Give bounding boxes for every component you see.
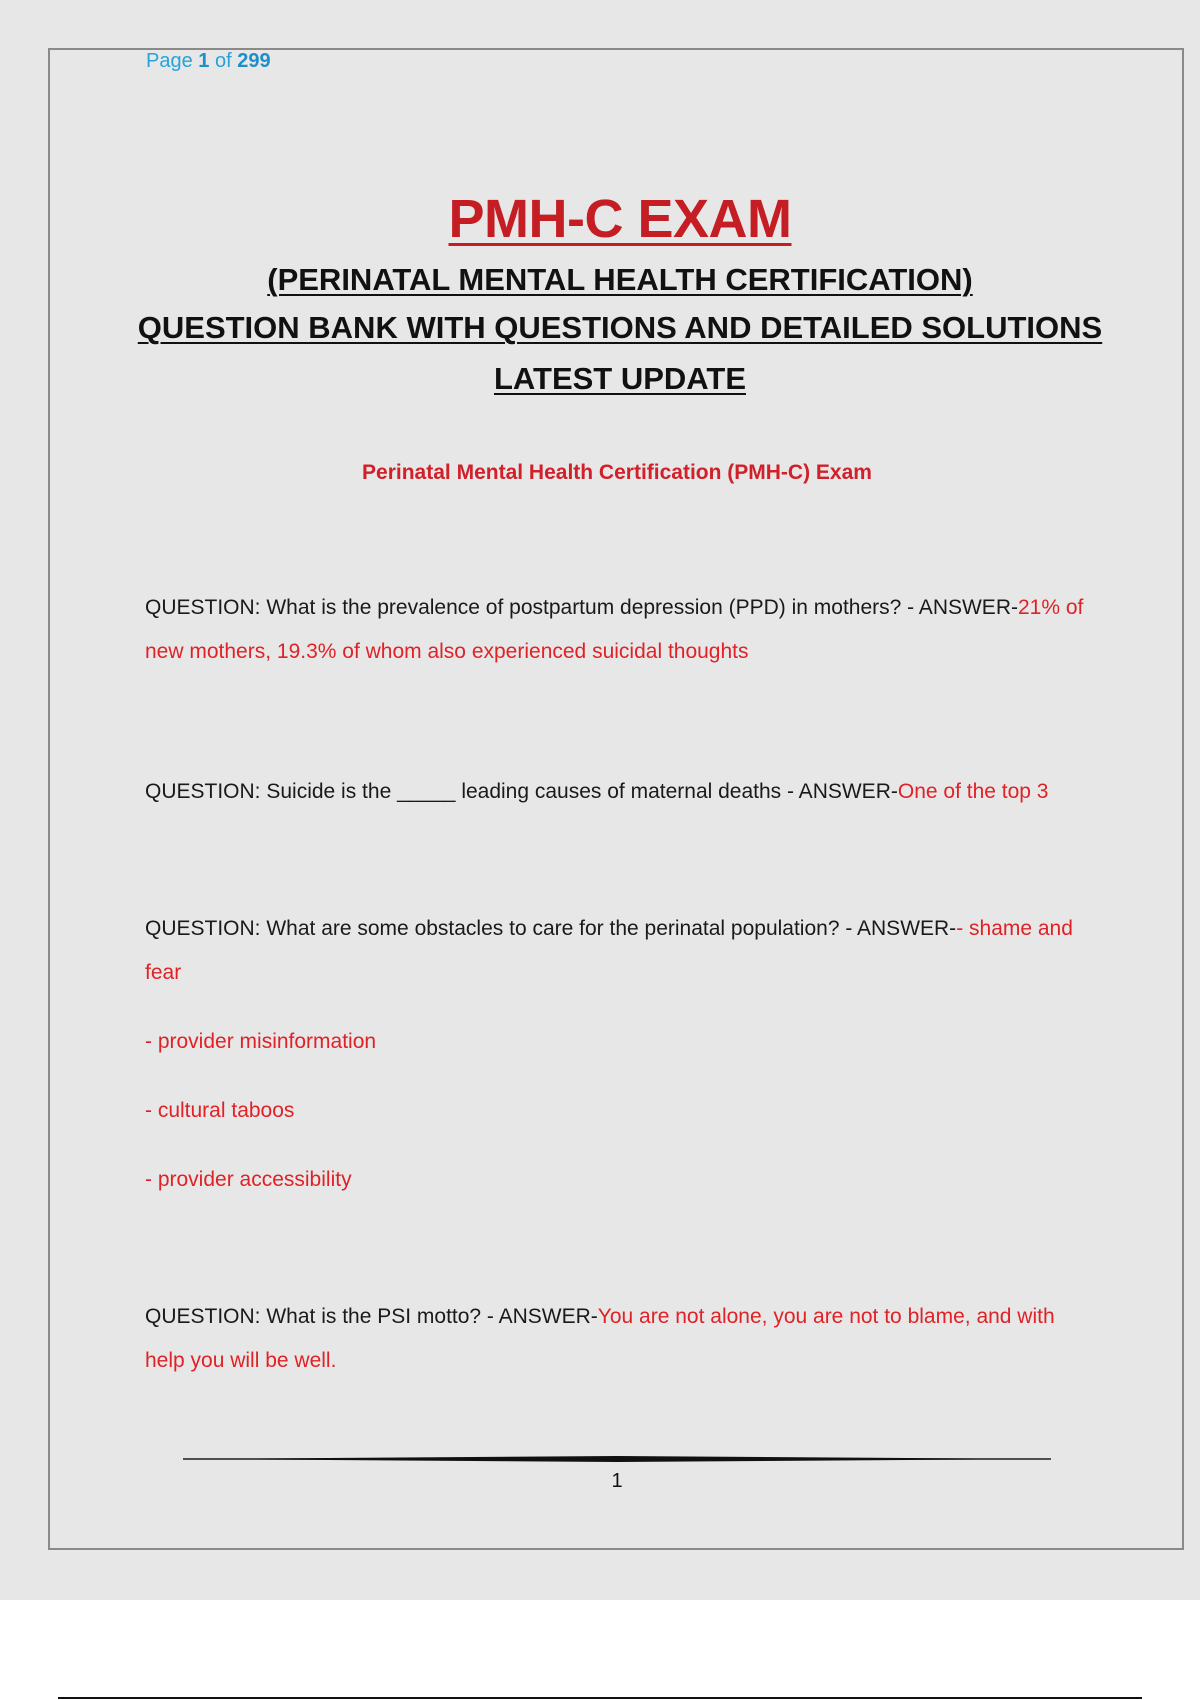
qa-item-2 — [145, 770, 1095, 814]
page-counter-prefix: Page — [146, 50, 193, 72]
footer-page-number: 1 — [611, 1470, 623, 1492]
answer-bullet: - provider misinformation — [145, 1030, 377, 1053]
footer-divider — [183, 1455, 1051, 1463]
page-counter-current: 1 — [198, 50, 210, 72]
answer-text: You are not alone, you are not to blame, and with help you will be well. — [145, 1305, 1055, 1372]
qa-item-1 — [145, 586, 1095, 674]
answer-text: 21% of new mothers, 19.3% of whom also experienced suicidal thoughts — [145, 596, 1084, 663]
question-text: QUESTION: Suicide is the _____ leading causes of maternal deaths - ANSWER- — [145, 780, 898, 803]
question-text: QUESTION: What is the prevalence of postpartum depression (PPD) in mothers? - ANSWER- — [145, 596, 1018, 619]
question-text: QUESTION: What are some obstacles to care for the perinatal population? - ANSWER- — [145, 917, 957, 940]
answer-text: - shame and fear — [145, 917, 1073, 984]
page-counter-of: of — [214, 50, 232, 72]
answer-bullet: - cultural taboos — [145, 1099, 295, 1122]
qa-item-3 — [145, 907, 1095, 995]
subtitle-line-2: QUESTION BANK WITH QUESTIONS AND DETAILED SOLUTIONS — [137, 310, 1103, 345]
subtitle-line-3: LATEST UPDATE — [493, 361, 746, 396]
page-counter-total: 299 — [237, 50, 271, 72]
next-page-rule — [58, 1697, 1142, 1699]
answer-bullet: - provider accessibility — [145, 1168, 352, 1191]
exam-name-heading: Perinatal Mental Health Certification (PMH-C) Exam — [362, 461, 872, 484]
subtitle-line-1: (PERINATAL MENTAL HEALTH CERTIFICATION) — [267, 262, 973, 297]
page-counter — [146, 50, 271, 73]
qa-item-4 — [145, 1295, 1095, 1383]
document-title: PMH-C EXAM — [448, 189, 792, 249]
question-text: QUESTION: What is the PSI motto? - ANSWER- — [145, 1305, 598, 1328]
answer-text: One of the top 3 — [897, 780, 1049, 803]
